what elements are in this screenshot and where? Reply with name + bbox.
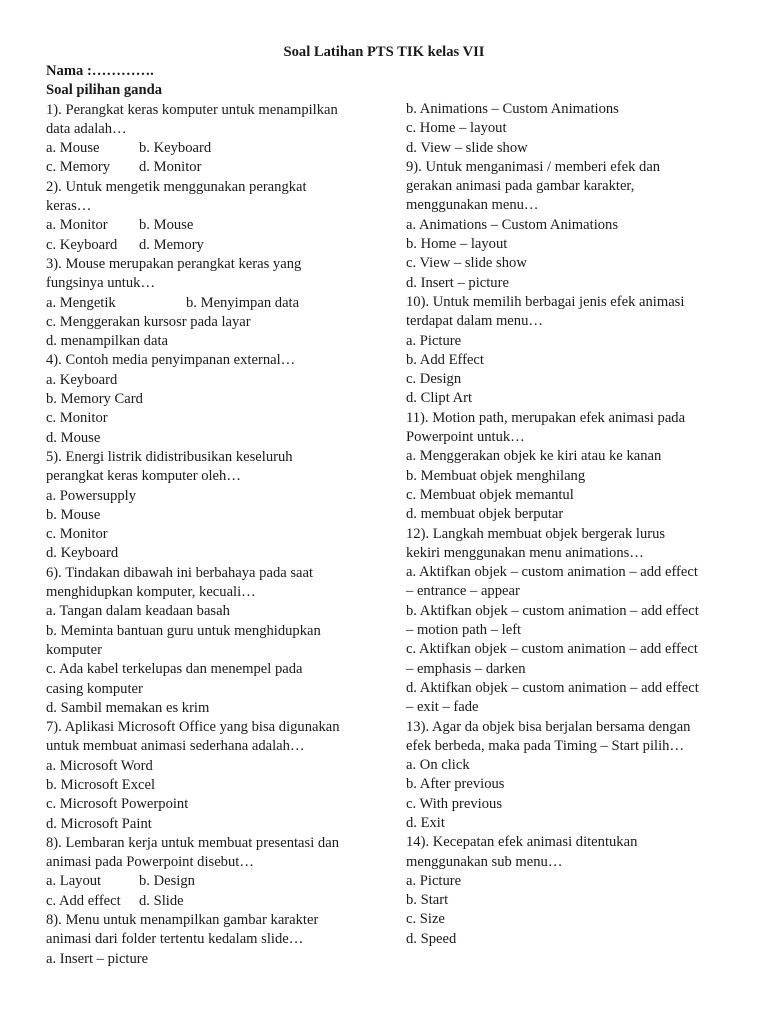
text-line: menggunakan menu…: [406, 197, 539, 214]
text-line: – entrance – appear: [406, 583, 520, 600]
text-line: b. Start: [406, 892, 449, 909]
text-line: b. After previous: [406, 776, 505, 793]
text-line: a. Menggerakan objek ke kiri atau ke kanan: [406, 448, 662, 465]
text-line: a. Insert – picture: [46, 950, 149, 967]
text-line: c. Ada kabel terkelupas dan menempel pada: [46, 661, 303, 678]
text-line: b. Add Effect: [406, 351, 484, 368]
text-line: a. Picture: [406, 872, 462, 889]
text-line: untuk membuat animasi sederhana adalah…: [46, 738, 305, 755]
text-line: d. membuat objek berputar: [406, 506, 564, 523]
text-line: b. Meminta bantuan guru untuk menghidupkan: [46, 622, 321, 639]
text-line: – emphasis – darken: [406, 660, 526, 677]
text-line: c. With previous: [406, 795, 503, 812]
text-line: 3). Mouse merupakan perangkat keras yang: [46, 255, 302, 272]
text-line: gerakan animasi pada gambar karakter,: [406, 178, 635, 195]
text-line: c. Monitor: [46, 526, 108, 543]
text-line: animasi dari folder tertentu kedalam slide…: [46, 931, 304, 948]
text-line: 1). Perangkat keras komputer untuk menampilkan: [46, 101, 338, 118]
text-line: 14). Kecepatan efek animasi ditentukan: [406, 834, 638, 851]
text-line: d. Mouse: [46, 429, 101, 446]
text-line: a. Keyboard: [46, 371, 118, 388]
text-line: b. Home – layout: [406, 236, 508, 253]
text-line: [46, 294, 376, 313]
option-item: a. Layout: [46, 873, 102, 890]
option-item: a. Mengetik: [46, 294, 116, 311]
text-line: [46, 139, 376, 158]
text-line: d. Exit: [406, 814, 445, 831]
text-line: a. On click: [406, 757, 470, 774]
text-line: [46, 158, 376, 177]
text-line: animasi pada Powerpoint disebut…: [46, 854, 254, 871]
option-item: b. Design: [139, 873, 195, 890]
text-line: a. Picture: [406, 332, 462, 349]
text-line: 2). Untuk mengetik menggunakan perangkat: [46, 178, 307, 195]
text-line: 8). Lembaran kerja untuk membuat presentasi dan: [46, 834, 339, 851]
text-line: c. Microsoft Powerpoint: [46, 796, 189, 813]
text-line: Powerpoint untuk…: [406, 429, 525, 446]
text-line: a. Microsoft Word: [46, 757, 153, 774]
option-item: b. Mouse: [139, 217, 194, 234]
text-line: b. Memory Card: [46, 391, 143, 408]
left-column: [46, 62, 376, 969]
text-line: [46, 872, 376, 891]
text-line: keras…: [46, 198, 92, 215]
text-line: d. menampilkan data: [46, 333, 168, 350]
option-item: c. Add effect: [46, 892, 121, 909]
text-line: komputer: [46, 641, 102, 658]
option-item: b. Keyboard: [139, 140, 212, 157]
text-line: terdapat dalam menu…: [406, 313, 543, 330]
option-item: d. Monitor: [139, 159, 202, 176]
option-item: a. Monitor: [46, 217, 108, 234]
text-line: menggunakan sub menu…: [406, 853, 563, 870]
text-line: 9). Untuk menganimasi / memberi efek dan: [406, 158, 661, 175]
name-line: Nama :………….: [46, 63, 154, 79]
text-line: kekiri menggunakan menu animations…: [406, 544, 644, 561]
text-line: a. Powersupply: [46, 487, 136, 504]
text-line: 11). Motion path, merupakan efek animasi pada: [406, 409, 686, 426]
text-line: d. Keyboard: [46, 545, 119, 562]
text-line: c. Design: [406, 371, 462, 388]
text-line: data adalah…: [46, 120, 127, 137]
text-line: fungsinya untuk…: [46, 275, 156, 292]
text-line: d. View – slide show: [406, 139, 528, 156]
text-line: c. Aktifkan objek – custom animation – add effect: [406, 641, 698, 658]
text-line: c. View – slide show: [406, 255, 527, 272]
text-line: d. Microsoft Paint: [46, 815, 152, 832]
option-item: d. Slide: [139, 892, 184, 909]
text-line: a. Aktifkan objek – custom animation – add effect: [406, 564, 698, 581]
text-line: b. Membuat objek menghilang: [406, 467, 586, 484]
text-line: b. Aktifkan objek – custom animation – add effect: [406, 602, 699, 619]
text-line: – motion path – left: [406, 622, 522, 639]
text-line: c. Size: [406, 911, 445, 928]
option-item: c. Keyboard: [46, 236, 118, 253]
right-column: [406, 100, 736, 949]
text-line: c. Menggerakan kursosr pada layar: [46, 313, 251, 330]
text-line: d. Sambil memakan es krim: [46, 699, 210, 716]
text-line: 10). Untuk memilih berbagai jenis efek animasi: [406, 293, 685, 310]
text-line: c. Membuat objek memantul: [406, 486, 574, 503]
section-heading: Soal pilihan ganda: [46, 82, 162, 99]
text-line: casing komputer: [46, 680, 143, 697]
text-line: [46, 892, 376, 911]
text-line: 8). Menu untuk menampilkan gambar karakter: [46, 912, 319, 929]
option-item: d. Memory: [139, 236, 204, 253]
text-line: 5). Energi listrik didistribusikan keseluruh: [46, 448, 293, 465]
text-line: 12). Langkah membuat objek bergerak lurus: [406, 525, 666, 542]
text-line: d. Aktifkan objek – custom animation – add effect: [406, 679, 699, 696]
text-line: [46, 236, 376, 255]
text-line: menghidupkan komputer, kecuali…: [46, 584, 256, 601]
text-line: d. Insert – picture: [406, 274, 509, 291]
right-question-list: [406, 100, 736, 949]
option-item: b. Menyimpan data: [186, 294, 300, 311]
option-item: c. Memory: [46, 159, 111, 176]
text-line: b. Animations – Custom Animations: [406, 101, 619, 117]
text-line: efek berbeda, maka pada Timing – Start pilih…: [406, 737, 685, 754]
text-line: 7). Aplikasi Microsoft Office yang bisa digunakan: [46, 719, 340, 736]
text-line: 6). Tindakan dibawah ini berbahaya pada saat: [46, 564, 314, 581]
text-line: c. Monitor: [46, 410, 108, 427]
page-title: Soal Latihan PTS TIK kelas VII: [283, 44, 485, 60]
text-line: d. Speed: [406, 930, 457, 947]
text-line: b. Microsoft Excel: [46, 776, 156, 793]
text-line: c. Home – layout: [406, 120, 507, 137]
text-line: d. Clipt Art: [406, 390, 473, 407]
text-line: – exit – fade: [406, 699, 479, 716]
text-line: 4). Contoh media penyimpanan external…: [46, 352, 296, 369]
text-line: perangkat keras komputer oleh…: [46, 468, 241, 485]
left-question-list: [46, 101, 376, 969]
text-line: a. Tangan dalam keadaan basah: [46, 603, 230, 620]
text-line: 13). Agar da objek bisa berjalan bersama dengan: [406, 718, 691, 735]
text-line: [46, 216, 376, 235]
text-line: b. Mouse: [46, 506, 101, 523]
text-line: a. Animations – Custom Animations: [406, 216, 619, 233]
option-item: a. Mouse: [46, 140, 100, 157]
